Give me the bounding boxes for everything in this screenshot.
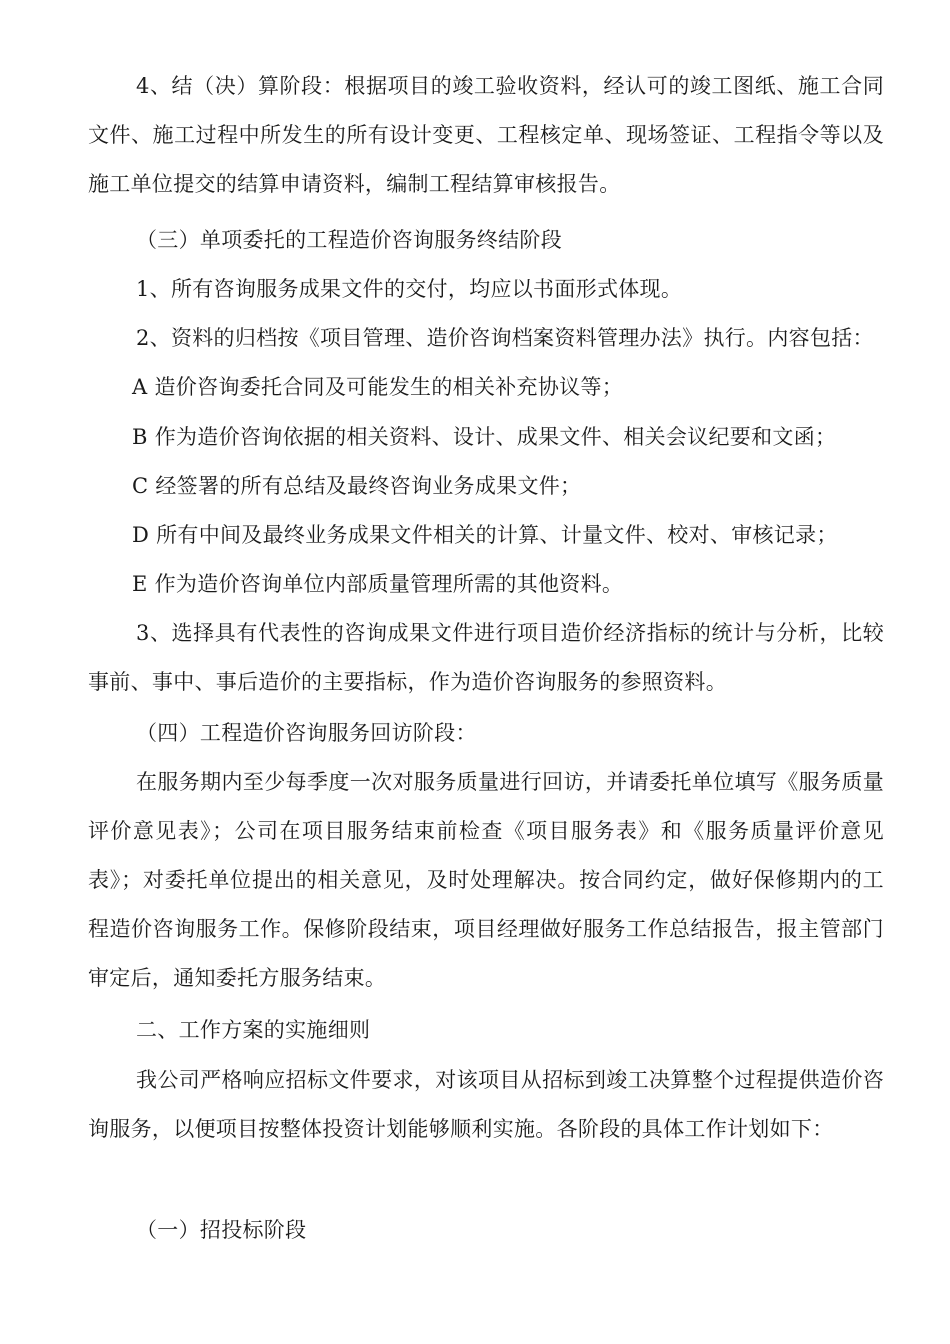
heading-termination-stage: （三）单项委托的工程造价咨询服务终结阶段 xyxy=(136,228,562,252)
paragraph-company-response: 我公司严格响应招标文件要求，对该项目从招标到竣工决算整个过程提供造价咨询服务，以便项目按整体投资计划能够顺利实施。各阶段的具体工作计划如下： xyxy=(88,1068,884,1141)
list-item-b: B 作为造价咨询依据的相关资料、设计、成果文件、相关会议纪要和文函； xyxy=(132,425,837,449)
list-item-a: A 造价咨询委托合同及可能发生的相关补充协议等； xyxy=(132,375,624,399)
list-item-d: D 所有中间及最终业务成果文件相关的计算、计量文件、校对、审核记录； xyxy=(132,523,838,547)
paragraph-return-visit: 在服务期内至少每季度一次对服务质量进行回访，并请委托单位填写《服务质量评价意见表》；公司在项目服务结束前检查《项目服务表》和《服务质量评价意见表》；对委托单位提出的相关意见，及时处理解决。按合同约定，做好保修期内的工程造价咨询服务工作。保修阶段结束，项目经理做好服务工作总结报告，报主管部门审定后，通知委托方服务结束。 xyxy=(88,770,884,990)
paragraph-archiving: 2、资料的归档按《项目管理、造价咨询档案资料管理办法》执行。内容包括： xyxy=(136,326,874,350)
list-item-c: C 经签署的所有总结及最终咨询业务成果文件； xyxy=(132,474,582,498)
heading-bidding-stage: （一）招投标阶段 xyxy=(136,1218,307,1242)
paragraph-settlement-stage: 4、结（决）算阶段：根据项目的竣工验收资料，经认可的竣工图纸、施工合同文件、施工过程中所发生的所有设计变更、工程核定单、现场签证、工程指令等以及施工单位提交的结算申请资料，编制工程结算审核报告。 xyxy=(88,74,884,196)
heading-return-visit-stage: （四）工程造价咨询服务回访阶段： xyxy=(136,721,477,745)
paragraph-deliverables: 1、所有咨询服务成果文件的交付，均应以书面形式体现。 xyxy=(136,277,683,301)
heading-implementation-rules: 二、工作方案的实施细则 xyxy=(136,1018,371,1042)
list-item-e: E 作为造价咨询单位内部质量管理所需的其他资料。 xyxy=(132,572,624,596)
paragraph-statistics: 3、选择具有代表性的咨询成果文件进行项目造价经济指标的统计与分析，比较事前、事中、事后造价的主要指标，作为造价咨询服务的参照资料。 xyxy=(88,621,884,694)
